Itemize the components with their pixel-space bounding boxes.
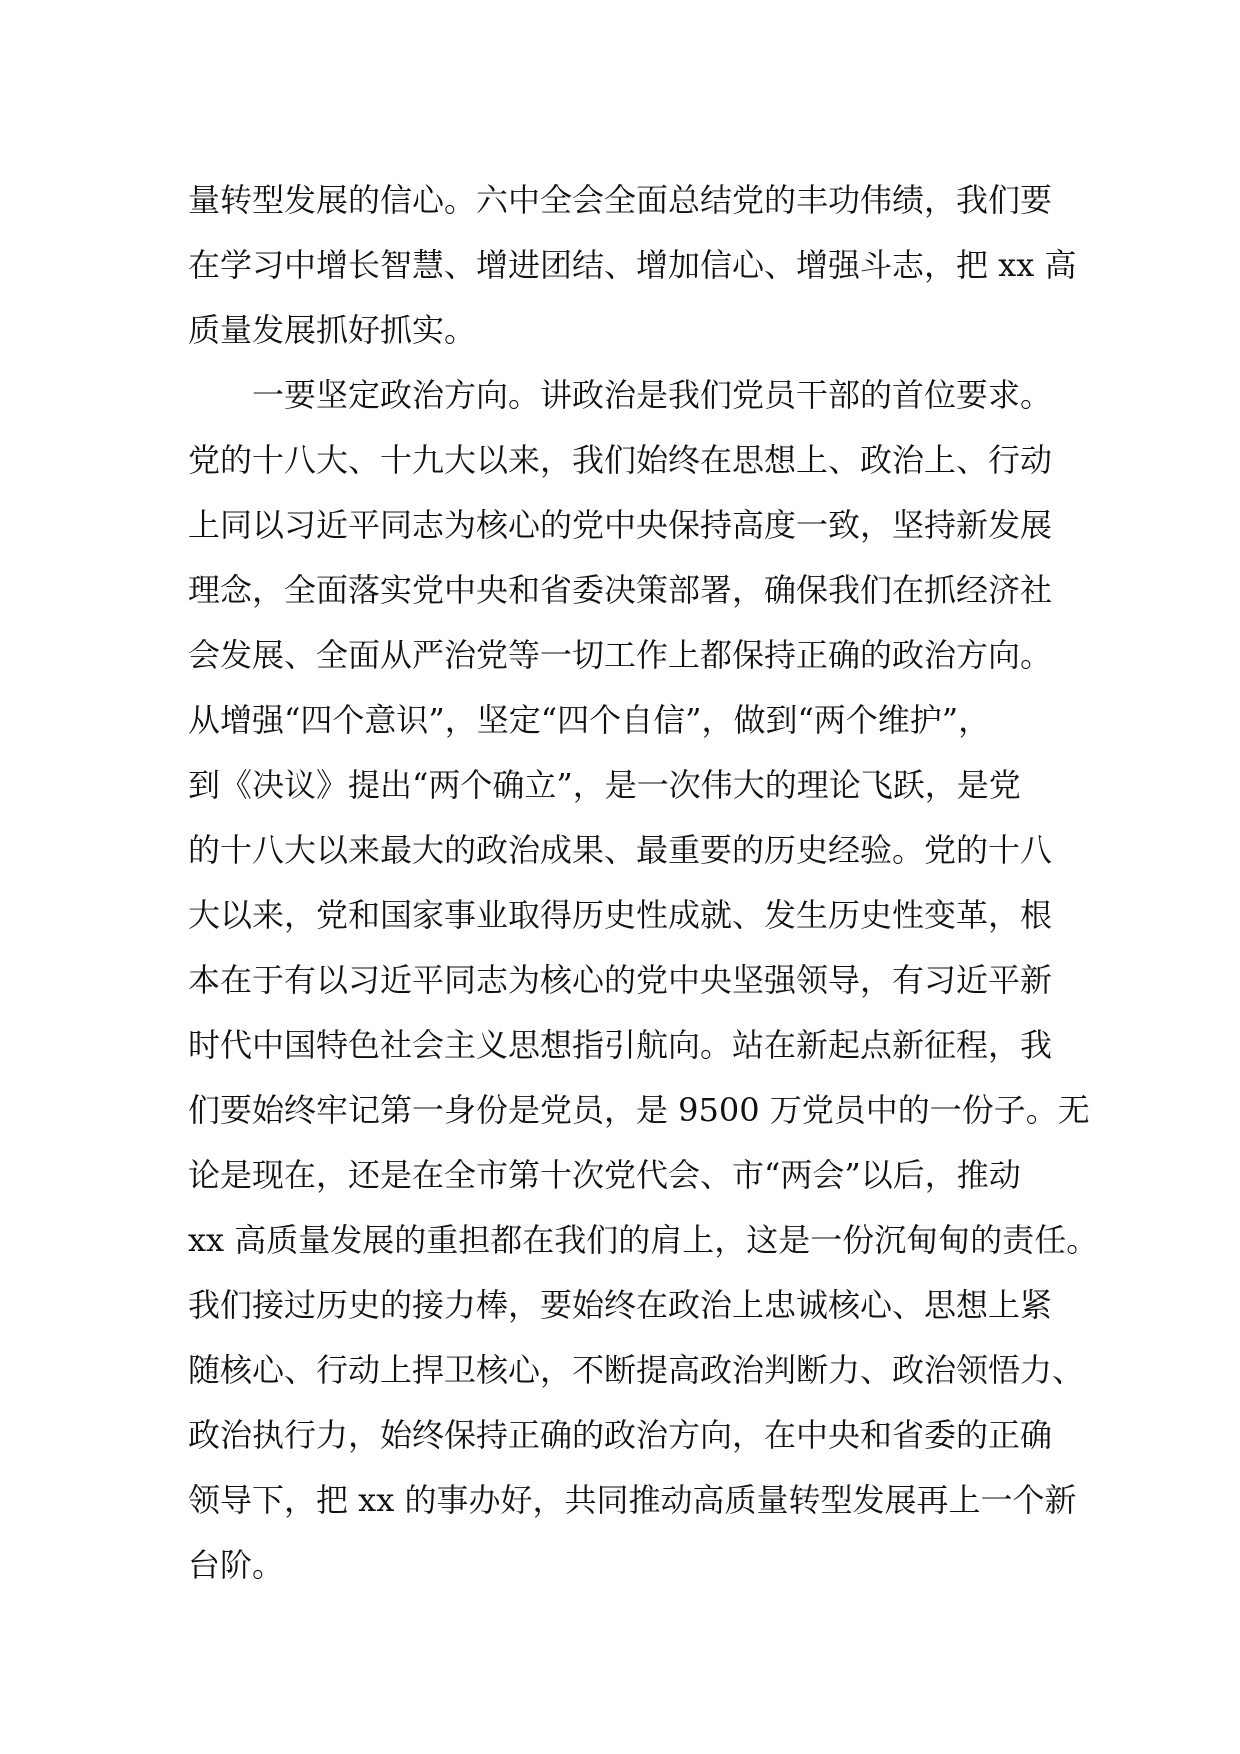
text-line-5: 党的十八大、十九大以来，我们始终在思想上、政治上、行动 (188, 441, 1053, 479)
text-line-12: 大以来，党和国家事业取得历史性成就、发生历史性变革，根 (188, 896, 1053, 934)
text-line-2: 在学习中增长智慧、增进团结、增加信心、增强斗志，把 xx 高 (188, 246, 1077, 284)
text-line-7: 理念，全面落实党中央和省委决策部署，确保我们在抓经济社 (188, 571, 1053, 609)
paragraph-start-line: 一要坚定政治方向。讲政治是我们党员干部的首位要求。 (188, 376, 1053, 414)
text-line-1: 量转型发展的信心。六中全会全面总结党的丰功伟绩，我们要 (188, 181, 1053, 219)
text-line-11: 的十八大以来最大的政治成果、最重要的历史经验。党的十八 (188, 831, 1053, 869)
text-line-22: 台阶。 (188, 1546, 285, 1584)
text-line-8: 会发展、全面从严治党等一切工作上都保持正确的政治方向。 (188, 636, 1053, 674)
text-line-19: 随核心、行动上捍卫核心，不断提高政治判断力、政治领悟力、 (188, 1351, 1085, 1389)
text-line-21: 领导下，把 xx 的事办好，共同推动高质量转型发展再上一个新 (188, 1481, 1077, 1519)
text-line-14: 时代中国特色社会主义思想指引航向。站在新起点新征程，我 (188, 1026, 1053, 1064)
text-line-6: 上同以习近平同志为核心的党中央保持高度一致，坚持新发展 (188, 506, 1053, 544)
text-line-20: 政治执行力，始终保持正确的政治方向，在中央和省委的正确 (188, 1416, 1053, 1454)
text-line-16: 论是现在，还是在全市第十次党代会、市“两会”以后，推动 (188, 1156, 1021, 1194)
text-line-15: 们要始终牢记第一身份是党员，是 9500 万党员中的一份子。无 (188, 1091, 1090, 1129)
body-text (188, 168, 1099, 1598)
text-line-18: 我们接过历史的接力棒，要始终在政治上忠诚核心、思想上紧 (188, 1286, 1053, 1324)
text-line-9: 从增强“四个意识”，坚定“四个自信”，做到“两个维护”， (188, 701, 991, 739)
text-line-17: xx 高质量发展的重担都在我们的肩上，这是一份沉甸甸的责任。 (188, 1221, 1099, 1259)
text-line-13: 本在于有以习近平同志为核心的党中央坚强领导，有习近平新 (188, 961, 1053, 999)
text-line-10: 到《决议》提出“两个确立”，是一次伟大的理论飞跃，是党 (188, 766, 1021, 804)
text-line-3: 质量发展抓好抓实。 (188, 311, 477, 349)
